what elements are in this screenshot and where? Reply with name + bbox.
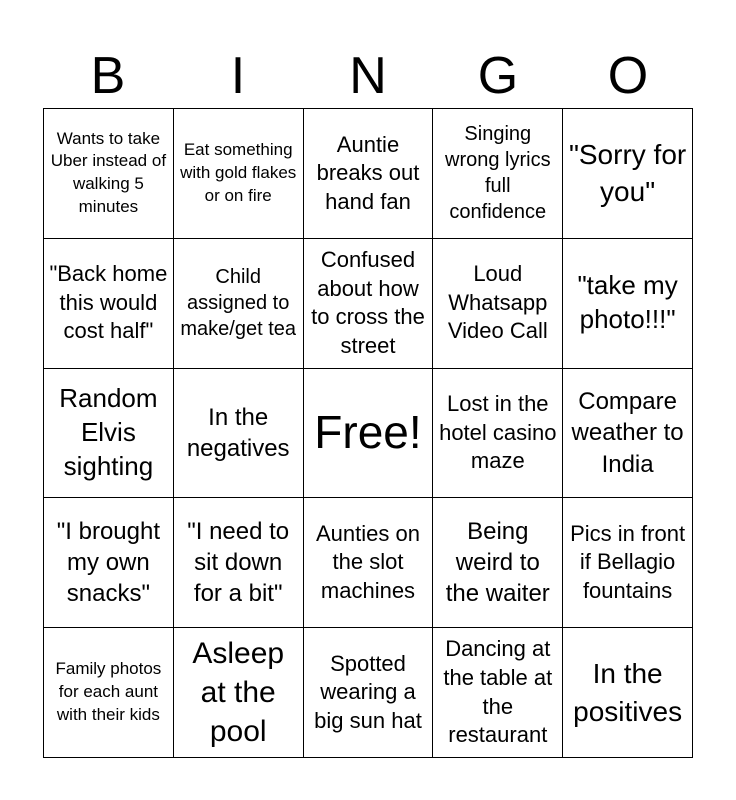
bingo-cell[interactable]: Loud Whatsapp Video Call — [433, 239, 563, 369]
bingo-cell[interactable]: "I brought my own snacks" — [44, 498, 174, 628]
header-letter-n: N — [349, 47, 387, 105]
bingo-cell[interactable]: "take my photo!!!" — [563, 239, 693, 369]
bingo-cell[interactable]: Being weird to the waiter — [433, 498, 563, 628]
bingo-cell[interactable]: Asleep at the pool — [174, 628, 304, 758]
free-space-cell[interactable]: Free! — [304, 369, 434, 499]
bingo-cell[interactable]: Pics in front if Bellagio fountains — [563, 498, 693, 628]
bingo-cell[interactable]: In the positives — [563, 628, 693, 758]
bingo-cell[interactable]: Random Elvis sighting — [44, 369, 174, 499]
bingo-cell[interactable]: Lost in the hotel casino maze — [433, 369, 563, 499]
bingo-cell[interactable]: "Sorry for you" — [563, 109, 693, 239]
header-letter-g: G — [477, 47, 519, 105]
bingo-cell[interactable]: "I need to sit down for a bit" — [174, 498, 304, 628]
bingo-cell[interactable]: Confused about how to cross the street — [304, 239, 434, 369]
bingo-cell[interactable]: Child assigned to make/get tea — [174, 239, 304, 369]
header-letter-i: I — [230, 47, 246, 105]
bingo-header — [43, 44, 693, 108]
header-letter-b: B — [90, 47, 126, 105]
bingo-cell[interactable]: Eat something with gold flakes or on fire — [174, 109, 304, 239]
bingo-cell[interactable]: Family photos for each aunt with their kids — [44, 628, 174, 758]
bingo-cell[interactable]: In the negatives — [174, 369, 304, 499]
bingo-cell[interactable]: Aunties on the slot machines — [304, 498, 434, 628]
bingo-grid — [43, 108, 693, 758]
bingo-cell[interactable]: Spotted wearing a big sun hat — [304, 628, 434, 758]
bingo-cell[interactable]: Singing wrong lyrics full confidence — [433, 109, 563, 239]
bingo-cell[interactable]: Dancing at the table at the restaurant — [433, 628, 563, 758]
header-letter-o: O — [607, 47, 649, 105]
bingo-cell[interactable]: Auntie breaks out hand fan — [304, 109, 434, 239]
bingo-cell[interactable]: "Back home this would cost half" — [44, 239, 174, 369]
bingo-cell[interactable]: Wants to take Uber instead of walking 5 minutes — [44, 109, 174, 239]
bingo-cell[interactable]: Compare weather to India — [563, 369, 693, 499]
